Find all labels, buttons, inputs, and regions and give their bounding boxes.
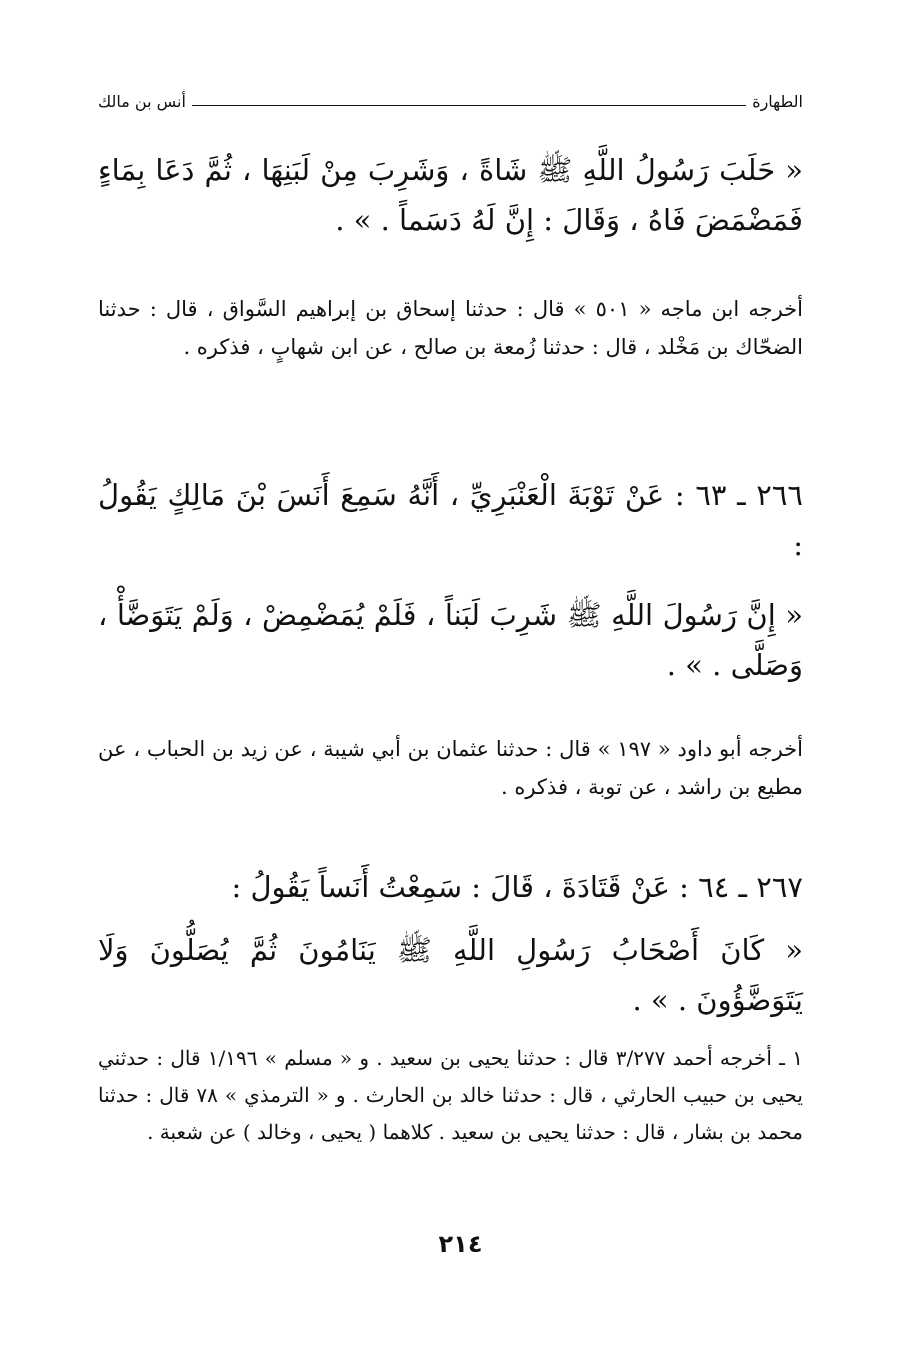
hadith-267-intro: ٢٦٧ ـ ٦٤ : عَنْ قَتَادَةَ ، قَالَ : سَمِعْتُ أَنَساً يَقُولُ : (231, 870, 803, 904)
page-number: ٢١٤ (438, 1230, 483, 1258)
hadith-266-intro: ٢٦٦ ـ ٦٣ : عَنْ تَوْبَةَ الْعَنْبَرِيِّ ، أَنَّهُ سَمِعَ أَنَسَ بْنَ مَالِكٍ يَقُولُ : (98, 478, 804, 562)
takhrij-266: أخرجه أبو داود « ١٩٧ » قال : حدثنا عثمان بن أبي شيبة ، عن زيد بن الحباب ، عن مطيع بن راشد ، عن توبة ، فذكره . (98, 737, 803, 799)
header-rule (192, 105, 746, 106)
takhrij-265: أخرجه ابن ماجه « ٥٠١ » قال : حدثنا إسحاق بن إبراهيم السَّواق ، قال : حدثنا الضحّاك بن مَخْلد ، قال : حدثنا زُمعة بن صالح ، عن ابن شهابٍ ، فذكره . (98, 297, 803, 359)
takhrij-267: ١ ـ أخرجه أحمد ٣/٢٧٧ قال : حدثنا يحيى بن سعيد . و « مسلم » ١/١٩٦ قال : حدثني يحيى بن حبيب الحارثي ، قال : حدثنا خالد بن الحارث . و « الترمذي » ٧٨ قال : حدثنا محمد بن بشار ، قال : حدثنا يحيى بن سعيد . كلاهما ( يحيى ، وخالد ) عن شعبة . (98, 1046, 804, 1144)
hadith-267-text: « كَانَ أَصْحَابُ رَسُولِ اللَّهِ ﷺ يَنَامُونَ ثُمَّ يُصَلُّونَ وَلَا يَتَوَضَّؤُونَ . » . (98, 933, 803, 1017)
hadith-266-text: « إِنَّ رَسُولَ اللَّهِ ﷺ شَرِبَ لَبَناً ، فَلَمْ يُمَضْمِضْ ، وَلَمْ يَتَوَضَّأْ ، وَصَلَّى . » . (98, 598, 803, 682)
hadith-265-text: « حَلَبَ رَسُولُ اللَّهِ ﷺ شَاةً ، وَشَرِبَ مِنْ لَبَنِهَا ، ثُمَّ دَعَا بِمَاءٍ فَمَضْمَضَ فَاهُ ، وَقَالَ : إِنَّ لَهُ دَسَماً . » . (98, 153, 803, 237)
running-header (98, 88, 803, 114)
header-chapter: الطهارة (752, 91, 803, 111)
header-narrator: أنس بن مالك (98, 91, 186, 111)
